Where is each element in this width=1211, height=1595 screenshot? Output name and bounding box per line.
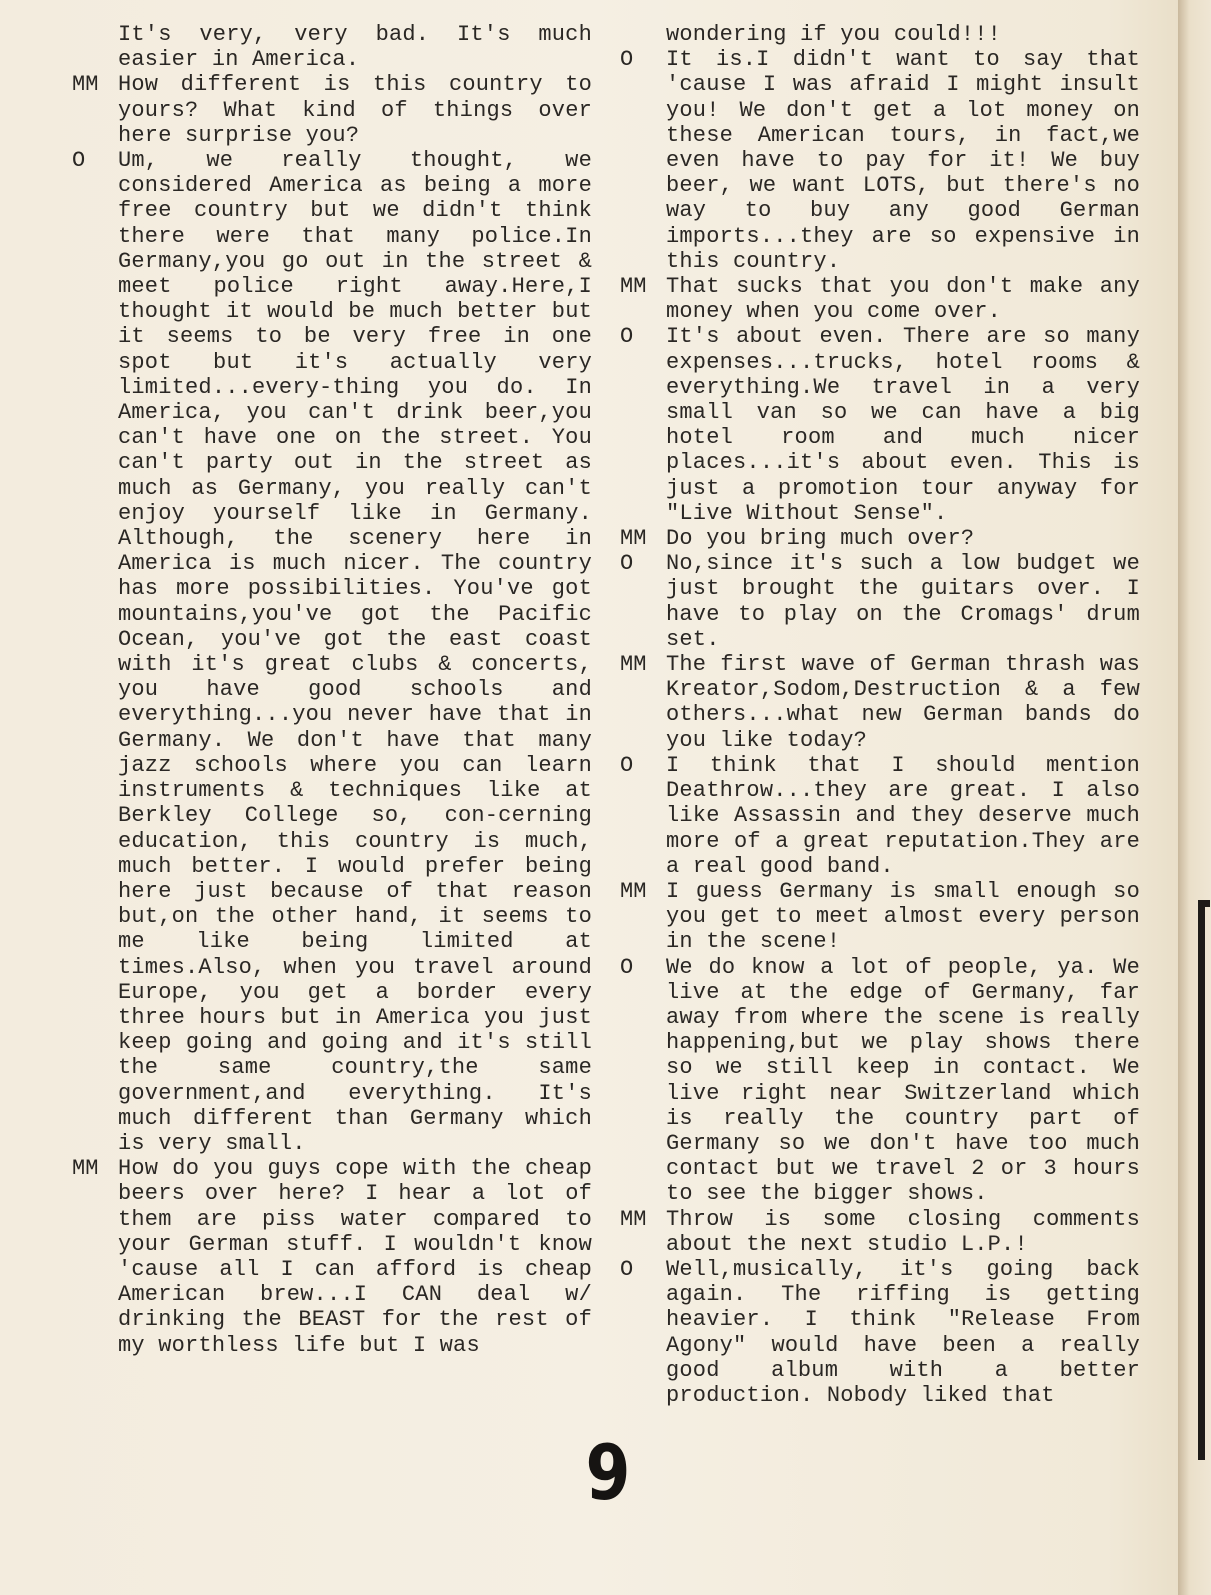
entry-text: Throw is some closing comments about the next studio L.P.! xyxy=(666,1206,1140,1257)
speaker-label: MM xyxy=(72,72,99,98)
speaker-label: MM xyxy=(620,652,647,678)
speaker-label: O xyxy=(620,324,634,350)
speaker-label: MM xyxy=(620,526,647,552)
interview-entry xyxy=(620,652,1140,753)
entry-text: That sucks that you don't make any money when you come over. xyxy=(666,274,1140,325)
entry-text: We do know a lot of people, ya. We live at the edge of Germany, far away from where the scene is really happening,but we play shows there so we still keep in contact. We live right near Switzerland which is really the country part of Germany so we don't have too much contact but we travel 2 or 3 hours to see the bigger shows. xyxy=(666,954,1140,1207)
entry-text: It's very, very bad. It's much easier in America. xyxy=(118,22,592,73)
entry-text: Do you bring much over? xyxy=(666,526,975,552)
entry-text: How different is this country to yours? What kind of things over here surprise you? xyxy=(118,72,592,148)
speaker-label xyxy=(72,22,118,72)
interview-entry xyxy=(620,1257,1140,1408)
right-column xyxy=(620,22,1140,1408)
interview-entry xyxy=(620,274,1140,324)
speaker-label: MM xyxy=(620,1206,647,1232)
speaker-label: O xyxy=(620,1256,634,1282)
interview-entry xyxy=(620,22,1140,47)
speaker-label: MM xyxy=(620,274,647,300)
entry-text: Well,musically, it's going back again. The riffing is getting heavier. I think "Release From Agony" would have been a really good album with a better production. Nobody liked that xyxy=(666,1256,1140,1408)
interview-entry xyxy=(72,1156,592,1358)
entry-text: I think that I should mention Deathrow...they are great. I also like Assassin and they deserve much more of a great reputation.They are a real good band. xyxy=(666,752,1140,879)
interview-entry xyxy=(620,879,1140,955)
interview-entry xyxy=(620,753,1140,879)
speaker-label: O xyxy=(620,954,634,980)
speaker-label xyxy=(620,22,666,47)
interview-entry xyxy=(72,148,592,1156)
entry-text: The first wave of German thrash was Kreator,Sodom,Destruction & a few others...what new German bands do you like today? xyxy=(666,652,1140,753)
speaker-label: MM xyxy=(620,878,647,904)
entry-text: wondering if you could!!! xyxy=(666,22,1002,47)
speaker-label: O xyxy=(72,148,86,174)
interview-entry xyxy=(620,526,1140,551)
left-column xyxy=(72,22,592,1358)
speaker-label: O xyxy=(620,752,634,778)
speaker-label: MM xyxy=(72,1156,99,1182)
entry-text: How do you guys cope with the cheap beers over here? I hear a lot of them are piss water compared to your German stuff. I wouldn't know 'cause all I can afford is cheap American brew...I CAN deal w/ drinking the BEAST for the rest of my worthless life but I was xyxy=(118,1156,592,1358)
entry-text: It is.I didn't want to say that 'cause I was afraid I might insult you! We don't get a lot money on these American tours, in fact,we even have to pay for it! We buy beer, we want LOTS, but there's no way to buy any good German imports...they are so expensive in this country. xyxy=(666,47,1140,274)
interview-entry xyxy=(72,72,592,148)
speaker-label: O xyxy=(620,551,634,577)
adjacent-page-border xyxy=(1198,900,1210,1460)
entry-text: It's about even. There are so many expenses...trucks, hotel rooms & everything.We travel in a very small van so we can have a big hotel room and much nicer places...it's about even. This is just a promotion tour anyway for "Live Without Sense". xyxy=(666,324,1140,526)
interview-entry xyxy=(72,22,592,72)
interview-entry xyxy=(620,1207,1140,1257)
page-number: 9 xyxy=(585,1428,631,1517)
entry-text: I guess Germany is small enough so you get to meet almost every person in the scene! xyxy=(666,878,1140,955)
interview-entry xyxy=(620,955,1140,1207)
interview-entry xyxy=(620,324,1140,526)
entry-text: Um, we really thought, we considered America as being a more free country but we didn't think there were that many police.In Germany,you go out in the street & meet police right away.Here,I thought it would be much better but it seems to be very free in one spot but it's actually very limited...every-thing you do. In America, you can't drink beer,you can't have one on the street. You can't party out in the street as much as Germany, you really can't enjoy yourself like in Germany. Although, the scenery here in America is much nicer. The country has more possibilities. You've got mountains,you've got the Pacific Ocean, you've got the east coast with it's great clubs & concerts, you have good schools and everything...you never have that in Germany. We don't have that many jazz schools where you can learn instruments & techniques like at Berkley College so, con-cerning education, this country is much, much better. I would prefer being here just because of that reason but,on the other hand, it seems to me like being limited at times.Also, when you travel around Europe, you get a border every three hours but in America you just keep going and going and it's still the same country,the same government,and everything. It's much different than Germany which is very small. xyxy=(118,148,592,1156)
interview-entry xyxy=(620,551,1140,652)
interview-entry xyxy=(620,47,1140,274)
entry-text: No,since it's such a low budget we just brought the guitars over. I have to play on the Cromags' drum set. xyxy=(666,551,1140,652)
speaker-label: O xyxy=(620,47,634,73)
